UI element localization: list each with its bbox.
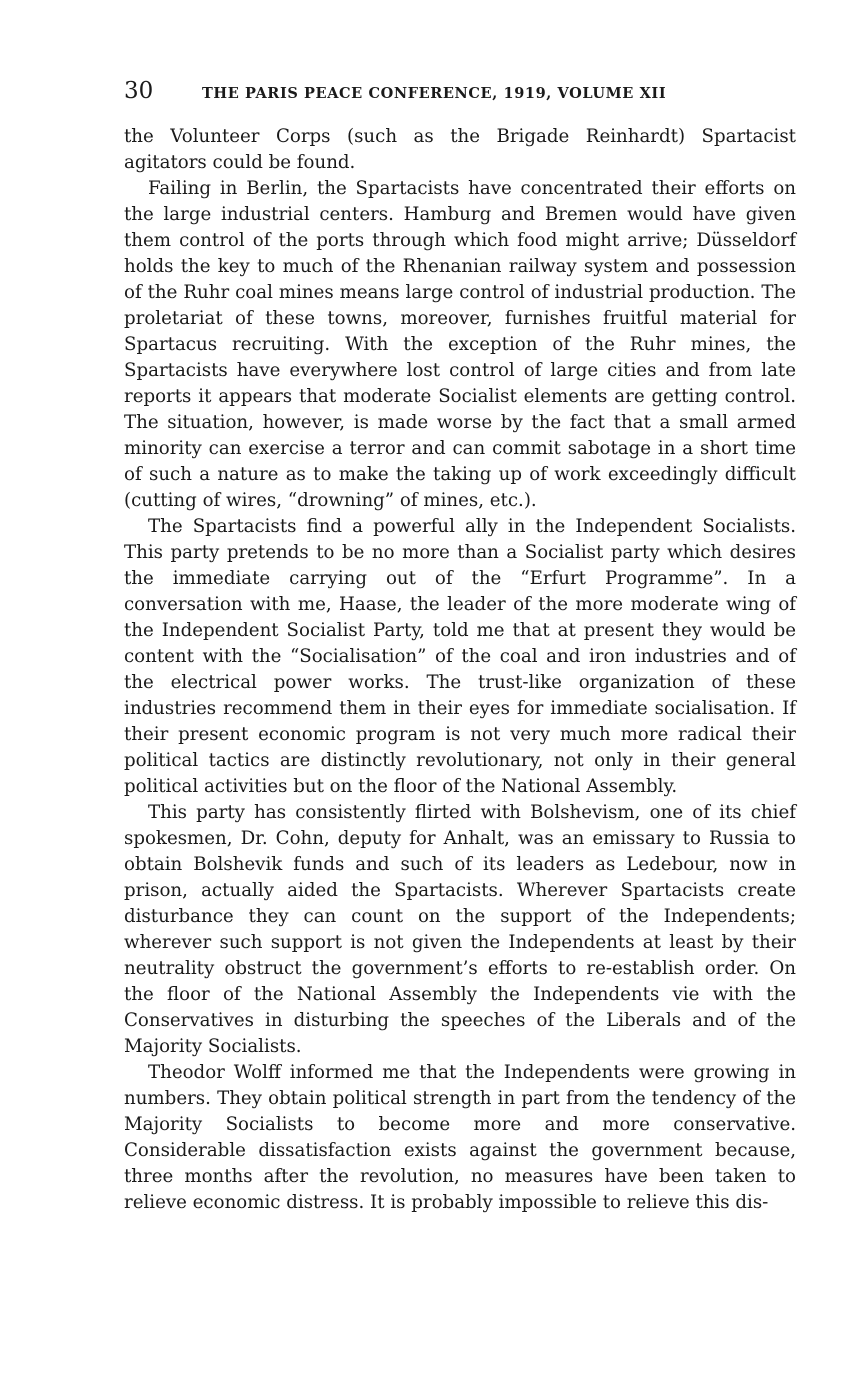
paragraph: The Spartacists find a powerful ally in the Independent Socialists. This party pretends to be no more than a Socialist party which desires the immediate carrying out of the “Erfurt Programme”. In a conversation with me, Haase, the leader of the more moderate wing of the Independent Socialist Party, told me that at present they would be content with the “Socialisation” of the coal and iron industries and of the electrical power works. The trust-like organization of these industries recommend them in their eyes for immediate socialisation. If their present economic program is not very much more radical their political tactics are distinctly revolutionary, not only in their general political activities but on the floor of the National Assembly. [124,516,796,797]
document-page [124,78,796,1216]
running-title: THE PARIS PEACE CONFERENCE, 1919, VOLUME XII [202,85,667,102]
page-number: 30 [124,78,154,104]
paragraph: This party has consistently flirted with Bolshevism, one of its chief spokesmen, Dr. Cohn, deputy for Anhalt, was an emissary to Russia to obtain Bolshevik funds and such of its leaders as Ledebour, now in prison, actually aided the Spartacists. Wherever Spartacists create disturbance they can count on the support of the Independents; wherever such support is not given the Independents at least by their neutrality obstruct the government’s efforts to re-establish order. On the floor of the National Assembly the Independents vie with the Conservatives in disturbing the speeches of the Liberals and of the Majority Socialists. [124,802,796,1057]
paragraph-continued: the Volunteer Corps (such as the Brigade Reinhardt) Spartacist agitators could be found. [124,126,796,173]
running-header [124,78,796,112]
paragraph: Failing in Berlin, the Spartacists have concentrated their efforts on the large industrial centers. Hamburg and Bremen would have given them control of the ports through which food might arrive; Düsseldorf holds the key to much of the Rhenanian railway system and possession of the Ruhr coal mines means large control of industrial production. The proletariat of these towns, moreover, furnishes fruitful material for Spartacus recruiting. With the exception of the Ruhr mines, the Spartacists have everywhere lost control of large cities and from late reports it appears that moderate Socialist elements are getting control. The situation, however, is made worse by the fact that a small armed minority can exercise a terror and can commit sabotage in a short time of such a nature as to make the taking up of work exceedingly difficult (cutting of wires, “drowning” of mines, etc.). [124,178,796,511]
body-text [124,124,796,1216]
paragraph: Theodor Wolff informed me that the Independents were growing in numbers. They obtain political strength in part from the tendency of the Majority Socialists to become more and more conservative. Considerable dissatisfaction exists against the government because, three months after the revolution, no measures have been taken to relieve economic distress. It is probably impossible to relieve this dis- [124,1062,796,1213]
